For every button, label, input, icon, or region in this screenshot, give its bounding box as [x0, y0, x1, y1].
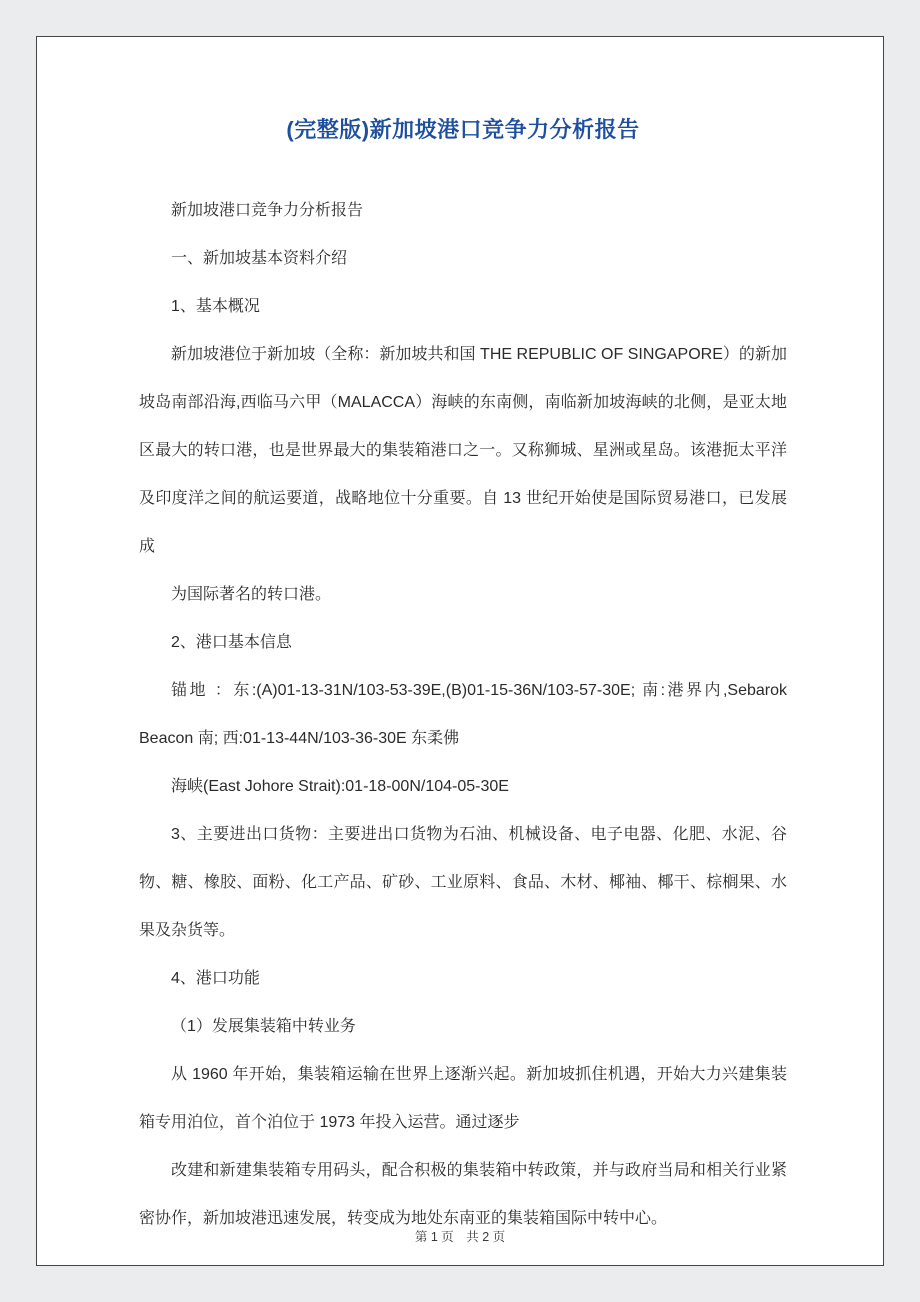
document-title: (完整版)新加坡港口竞争力分析报告 [286, 117, 640, 142]
paragraph: 为国际著名的转口港。 [171, 586, 332, 603]
paragraph: 新加坡港口竞争力分析报告 [171, 202, 364, 219]
paragraph: （1）发展集装箱中转业务 [171, 1018, 356, 1035]
paragraph: 改建和新建集装箱专用码头，配合积极的集装箱中转政策，并与政府当局和相关行业紧密协作，新加坡港迅速发展，转变成为地处东南亚的集装箱国际中转中心。 [139, 1162, 787, 1227]
document-content [37, 37, 883, 1243]
document-page [36, 36, 884, 1266]
paragraph: 2、港口基本信息 [171, 634, 292, 651]
paragraph: 海峡(East Johore Strait):01-18-00N/104-05-30E [171, 778, 509, 795]
paragraph: 3、主要进出口货物：主要进出口货物为石油、机械设备、电子电器、化肥、水泥、谷物、糖、橡胶、面粉、化工产品、矿砂、工业原料、食品、木材、椰袖、椰干、棕榈果、水果及杂货等。 [139, 826, 787, 939]
document-body [139, 187, 787, 1243]
page-footer: 第 1 页 共 2 页 [414, 1230, 506, 1244]
paragraph: 锚地 ：东:(A)01-13-31N/103-53-39E,(B)01-15-36N/103-57-30E; 南:港界内,Sebarok Beacon 南; 西:01-13-44N/103-36-30E 东柔佛 [139, 682, 787, 747]
paragraph: 1、基本概况 [171, 298, 260, 315]
paragraph: 从 1960 年开始，集装箱运输在世界上逐渐兴起。新加坡抓住机遇，开始大力兴建集装箱专用泊位，首个泊位于 1973 年投入运营。通过逐步 [139, 1066, 787, 1131]
paragraph: 4、港口功能 [171, 970, 260, 987]
paragraph: 新加坡港位于新加坡（全称：新加坡共和国 THE REPUBLIC OF SINGAPORE）的新加坡岛南部沿海,西临马六甲（MALACCA）海峡的东南侧，南临新加坡海峡的北侧，是亚太地区最大的转口港，也是世界最大的集装箱港口之一。又称狮城、星洲或星岛。该港扼太平洋及印度洋之间的航运要道，战略地位十分重要。自 13 世纪开始使是国际贸易港口，已发展成 [139, 346, 787, 555]
paragraph: 一、新加坡基本资料介绍 [171, 250, 348, 267]
